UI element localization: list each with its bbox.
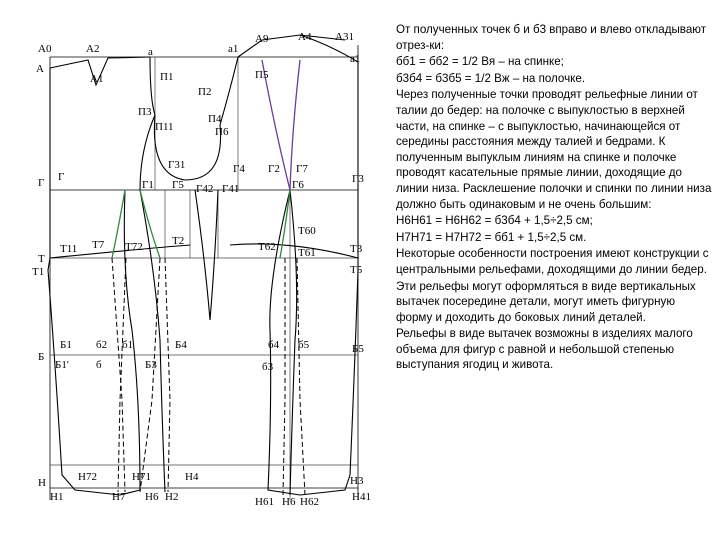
label-b2: б2 [96,339,108,351]
label-B1: Б1 [60,339,72,351]
label-A1: А1 [90,73,104,85]
label-T5: Т5 [350,264,363,276]
label-N62: Н62 [300,496,319,508]
label-G41: Г41 [222,183,240,195]
paragraph-2: бб1 = бб2 = 1/2 Вя – на спинке; [396,55,564,69]
label-A0: А0 [38,43,52,55]
paragraph-7: Некоторые особенности построения имеют конструкции с центральными рельефами, доходящими до линии бедер. [396,247,709,276]
label-B3: Б3 [145,359,157,371]
label-T62: Т62 [258,241,276,253]
label-G31: Г31 [168,159,186,171]
label-T3: Т3 [350,243,363,255]
label-T7: Т7 [92,239,105,251]
point-labels [32,31,371,508]
label-T1: Т1 [32,266,45,278]
front-pattern [195,35,361,495]
label-N41: Н41 [352,491,371,503]
label-P2: П2 [198,86,212,98]
label-P1: П1 [160,71,174,83]
label-b3: б3 [262,361,274,373]
label-A9: А9 [255,33,269,45]
label-T11: Т11 [60,243,78,255]
label-G6: Г6 [292,179,304,191]
label-N7: Н7 [112,491,126,503]
paragraph-9: Рельефы в виде вытачек возможны в изделиях малого объема для фигур с равной и небольшой степенью выступания ягодиц и живота. [396,327,693,372]
label-b4: б4 [268,339,280,351]
label-B: Б [38,351,45,363]
label-N4: Н4 [185,471,199,483]
label-B4: Б4 [175,339,187,351]
paragraph-1: От полученных точек б и б3 вправо и влево откладывают отрез-ки: [396,23,707,52]
label-a1: а1 [228,43,239,55]
label-N1: Н1 [50,491,64,503]
label-N2: Н2 [165,491,179,503]
label-G7: Г7 [296,163,308,175]
label-T72: Т72 [125,241,143,253]
label-B1-prime: Б1' [55,359,69,371]
label-P11: П11 [155,121,174,133]
label-A: А [36,63,44,75]
label-P6: П6 [215,126,229,138]
label-G-small: Г [58,171,65,183]
label-a1-right: а1 [350,53,361,65]
label-b5: б5 [298,339,310,351]
label-T: Т [38,253,45,265]
paragraph-3: б3б4 = б3б5 = 1/2 Вж – на полочке. [396,71,586,85]
label-A31: А31 [335,31,354,43]
label-b: б [96,359,102,371]
label-G: Г [38,177,45,189]
label-T61: Т61 [298,247,316,259]
label-P3: П3 [138,106,152,118]
label-b1: б1 [122,339,134,351]
label-N3: Н3 [350,475,364,487]
label-P5: П5 [255,69,269,81]
paragraph-8: Эти рельефы могут оформляться в виде вертикальных вытачек посередине детали, могут иметь фигурную форму и доходить до боковых линий деталей. [396,279,696,324]
label-A2: А2 [86,43,100,55]
label-T2: Т2 [172,235,185,247]
label-a: а [148,46,153,58]
label-A4: А4 [298,31,312,43]
label-T60: Т60 [298,225,316,237]
paragraph-4: Через полученные точки проводят рельефные линии от талии до бедер: на полочке с выпуклостью в верхней части, на спинке – с выпуклостью, начинающейся от середины расстояния между талией и бедрами. К полученным выпуклым линиям на спинке и полочке проводят касательные прямые линии, доходящие до линии низа. Расклешение полочки и спинки по линии низа должно быть одинаковым и не очень большим: [396,88,712,211]
label-G5: Г5 [172,179,184,191]
label-N6: Н6 [145,491,159,503]
label-P4: П4 [208,113,222,125]
label-G2: Г2 [268,163,280,175]
label-G4: Г4 [233,163,245,175]
paragraph-5: Н6Н61 = Н6Н62 = б3б4 + 1,5÷2,5 см; [396,214,593,228]
paragraph-6: Н7Н71 = Н7Н72 = бб1 + 1,5÷2,5 см. [396,230,587,244]
instruction-text [396,22,712,374]
label-G1: Г1 [142,179,154,191]
label-G42: Г42 [196,183,214,195]
label-N71: Н71 [132,471,151,483]
label-N72: Н72 [78,471,97,483]
label-G3: Г3 [352,173,364,185]
grid-lines [50,45,361,500]
label-N: Н [38,477,46,489]
label-N6-front: Н6 [282,496,296,508]
label-B5: Б5 [352,343,364,355]
label-N61: Н61 [255,496,274,508]
